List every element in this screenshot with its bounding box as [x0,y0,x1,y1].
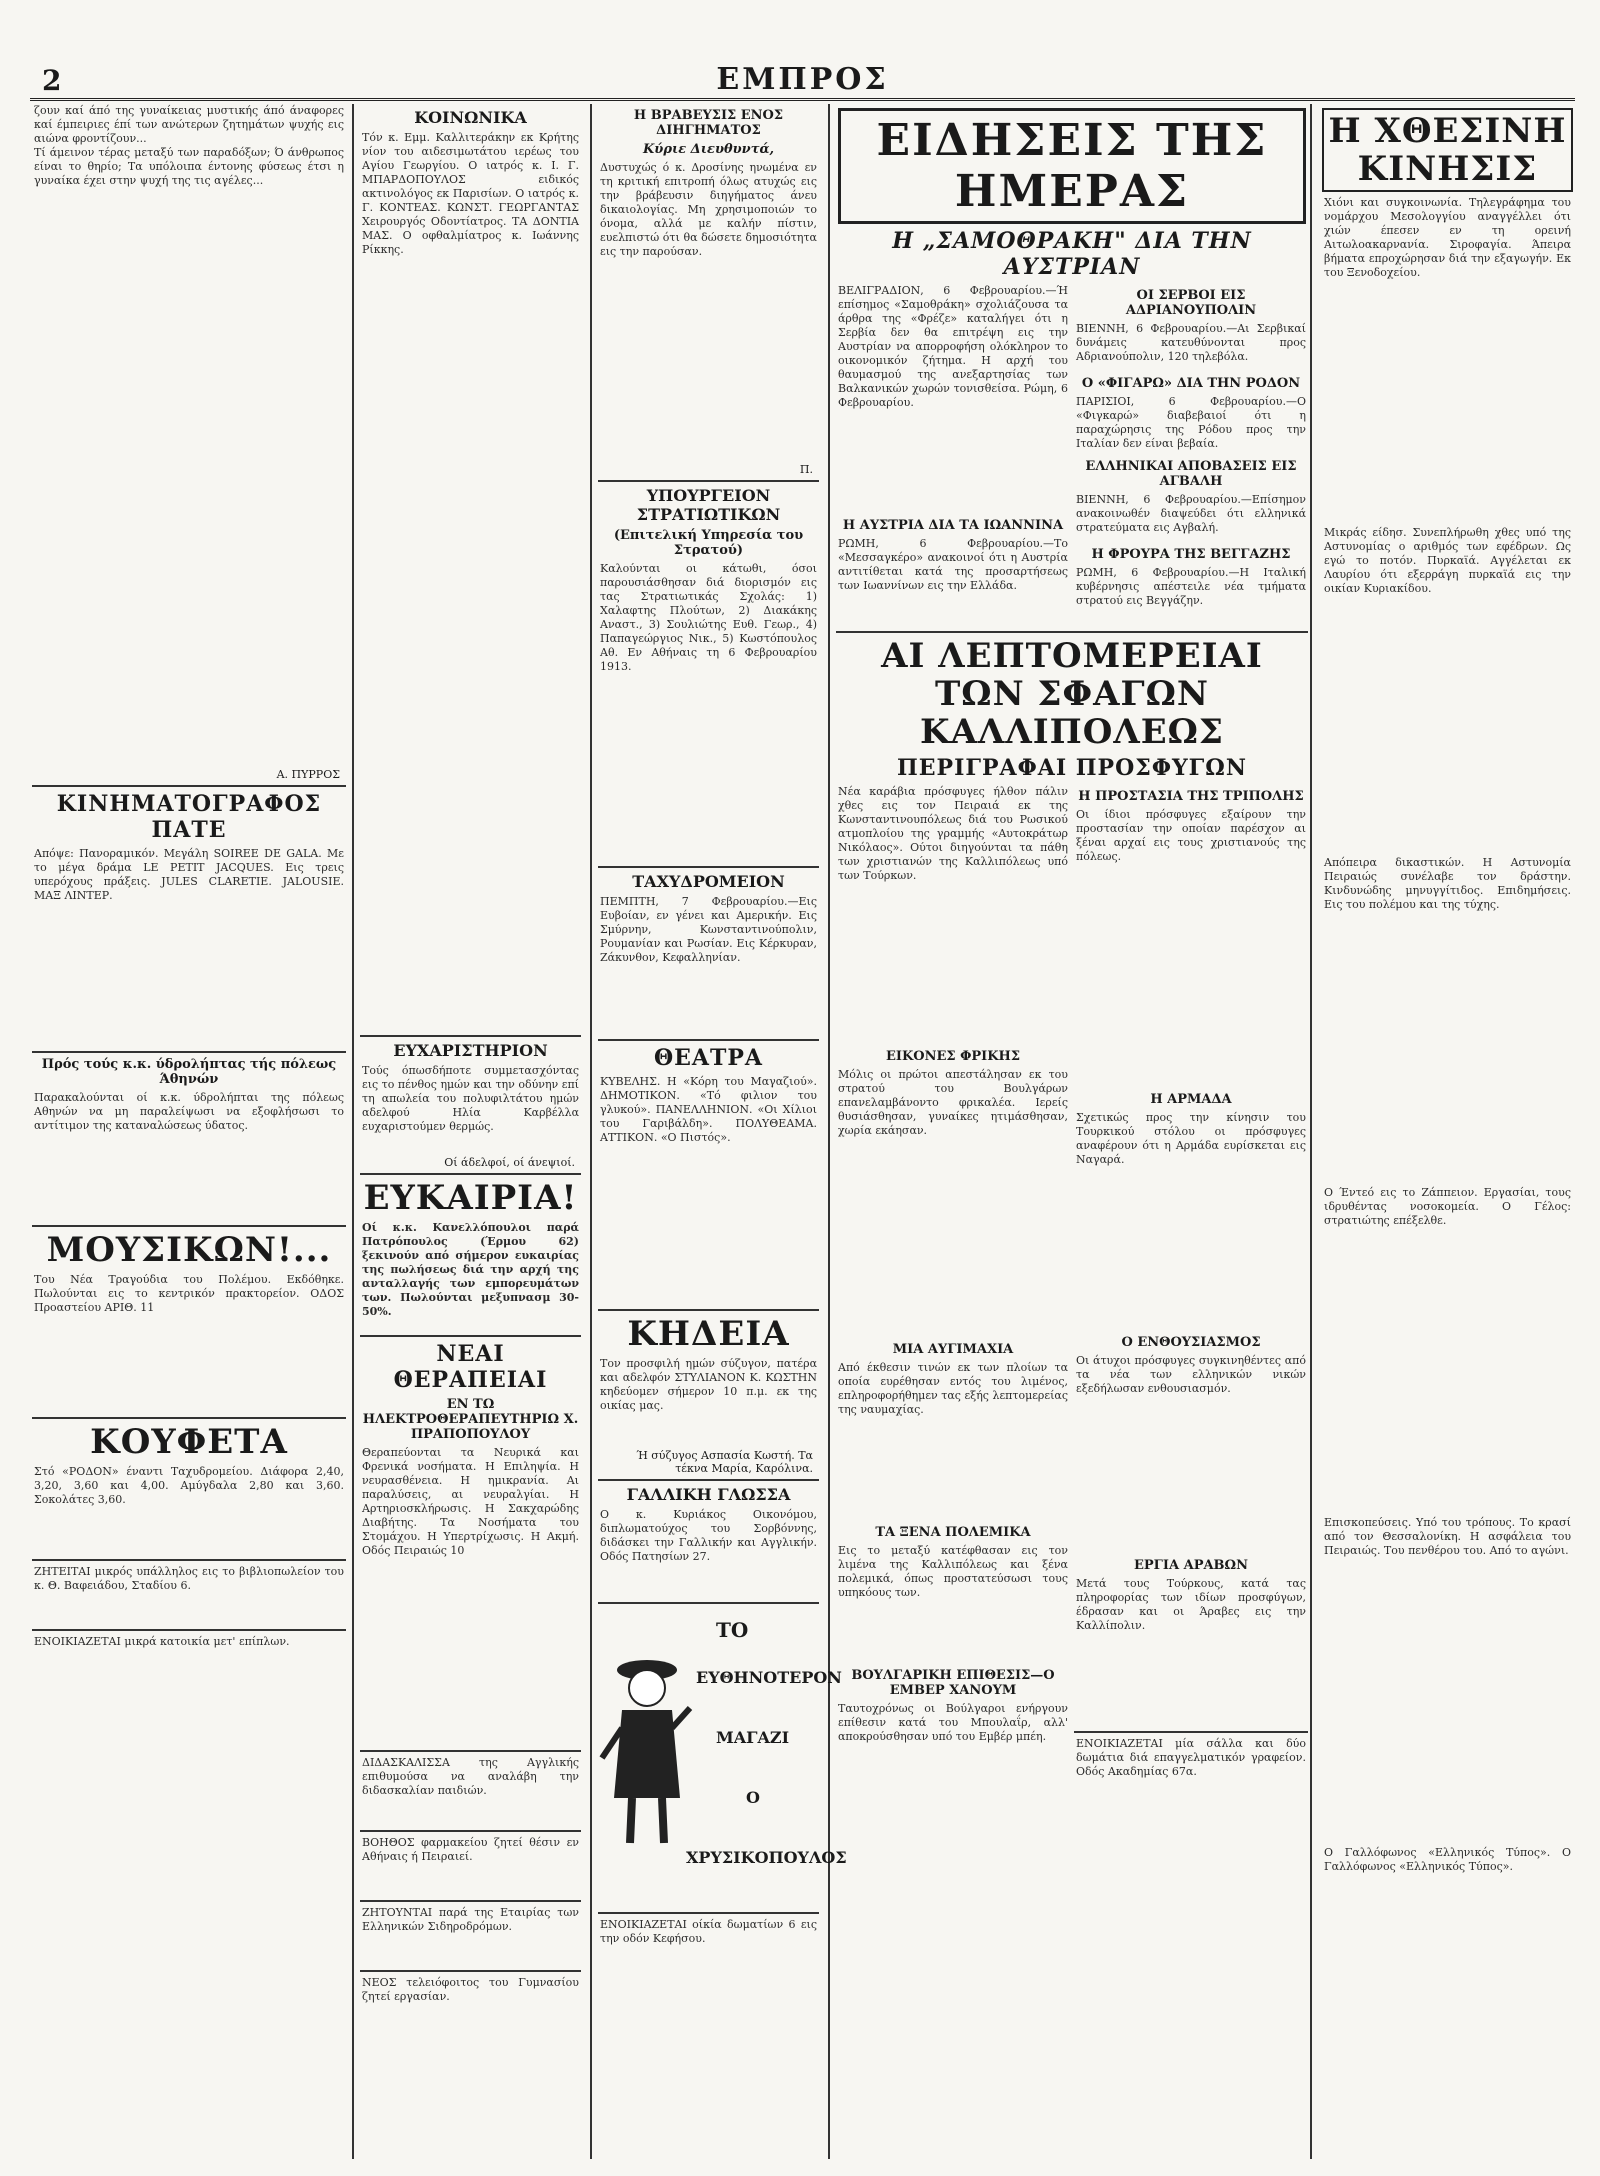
divider [360,1035,581,1037]
divider [360,1335,581,1337]
award-signature: Π. [799,463,813,476]
ad-word-cheapest: ΕΥΘΗΝΟΤΕΡΟΝ [696,1668,842,1687]
divider [598,480,819,482]
ad-shop-name: ΧΡΥΣΙΚΟΠΟΥΛΟΣ [686,1848,847,1867]
theatre-heading: ΘΕΑΤΡΑ [654,1045,763,1071]
massacre-subcolumn-right [1072,785,1310,1852]
social-text: Τόν κ. Εμμ. Καλλιτεράκην εκ Κρήτης νίον του αιδεσιμωτάτου ιερέως του Αγίου Γεωργίου. Ο ιατρός κ. Ι. Γ. ΜΠΑΡΔΟΠΟΥΛΟΣ ειδικός ακτινολόγος εκ Παρισίων. Ο ιατρός κ. Γ. ΚΟΝΤΕΑΣ. ΚΩΝΣΤ. ΓΕΩΡΓΑΝΤΑΣ Χειρουργός Οδοντίατρος. ΤΑ ΔΟΝΤΙΑ ΜΑΣ. Ο οφθαλμίατρος κ. Ιωάννης Ρίκκης. [362,131,579,256]
news-text: ΒΙΕΝΝΗ, 6 Φεβρουαρίου.—Επίσημον ανακοινωθέν διαψεύδει ότι ελληνικά στρατεύματα εις Αγβαλή. [1076,493,1306,534]
arab-heading: ΕΡΓΙΑ ΑΡΑΒΩΝ [1134,1558,1248,1573]
movement-text: Επισκοπεύσεις. Υπό του τρόπους. Το κρασί από τον Θεσσαλονίκη. Η ασφάλεια του Πειραιώς. Του πενθέρου του. Από το αγώνι. [1324,1516,1571,1557]
foreign-heading: ΤΑ ΞΕΝΑ ΠΟΛΕΜΙΚΑ [875,1525,1031,1540]
news-subcolumn-right [1072,284,1310,627]
news-text: ΒΕΛΙΓΡΑΔΙΟΝ, 6 Φεβρουαρίου.—Ή επίσημος «Σαμοθράκη» σχολιάζουσα τα άρθρα της «Φρέζε» καταλήγει ότι η Σερβία δεν θα επιτρέψη εις την Αυστρίαν να απορροφήση ολόκληρον το οικονομικόν ζήτημα. Η αρχή του θαυμασμού της ανεξαρτησίας των Βαλκανικών χωρών τονισθείσα. Ρώμη, 6 Φεβρουαρίου. [838,284,1068,409]
page-number: 2 [42,64,62,97]
shop-advertisement [596,1608,847,1908]
therapy-heading: ΝΕΑΙ ΘΕΡΑΠΕΙΑΙ [393,1341,548,1393]
award-heading: Η ΒΡΑΒΕΥΣΙΣ ΕΝΟΣ ΔΙΗΓΗΜΑΤΟΣ [633,108,784,138]
bulgar-heading: ΒΟΥΛΓΑΡΙΚΗ ΕΠΙΘΕΣΙΣ—Ο ΕΜΒΕΡ ΧΑΝΟΥΜ [851,1668,1055,1698]
refugees-subheading: ΠΕΡΙΓΡΑΦΑΙ ΠΡΟΣΦΥΓΩΝ [896,755,1247,781]
austria-heading: Η ΑΥΣΤΡΙΑ ΔΙΑ ΤΑ ΙΩΑΝΝΙΝΑ [842,518,1064,533]
divider [1074,1731,1308,1733]
news-text: ΒΙΕΝΝΗ, 6 Φεβρουαρίου.—Αι Σερβικαί δυνάμεις κατευθύνονται προς Αδριανούπολιν, 120 τηλεβόλα. [1076,322,1306,363]
ad-word-o: Ο [746,1788,760,1807]
award-text: Δυστυχώς ό κ. Δροσίνης ηνωμένα εν τη κριτική επιτροπή όλως ατυχώς εις την βράβευσιν διηγήματος άνευ δικαιολογίας. Μη χρησιμοποιών το όνομα, αλλά με καλήν πίστιν, ευελπιστώ ότι θα δώσετε δημοσιότητα εις την παρούσαν. [600,161,817,258]
divider [360,1900,581,1902]
arab-text: Μετά τους Τούρκους, κατά τας πληροφορίας των ιδίων προσφύγων, έδρασαν και οι Άραβες εις την Καλλίπολιν. [1076,1577,1306,1632]
massacre-text: Νέα καράβια πρόσφυγες ήλθον πάλιν χθες εις τον Πειραιά εκ της Κωνσταντινουπόλεως διά του Ρωσικού ατμοπλοίου της γραμμής «Αυτοκράτωρ Νικόλαος». Ούτοι διηγούνται τα πάθη των χριστιανών της Καλλιπόλεως υπό των Τούρκων. [838,785,1068,882]
scenes-text: Μόλις οι πρώτοι απεστάλησαν εκ του στρατού του Βουλγάρων επανελαμβάνοντο φρικαλέα. Ιερείς θυσιάσθησαν, γυναίκες ητιμάσθησαν, χωρία εκάησαν. [838,1068,1068,1137]
music-heading: ΜΟΥΣΙΚΩΝ!... [46,1230,332,1270]
opportunity-text: Οί κ.κ. Κανελλόπουλοι παρά Πατρόπουλος (Έρμου 62) ξεκινούν από σήμερον ευκαιρίας της πωλήσεως διά την αρχή της ανταλλαγής των εμπορευμάτων των. Πωλούνται μεξυπνασμ 30-50%. [362,1221,579,1318]
thanks-heading: ΕΥΧΑΡΙΣΤΗΡΙΟΝ [393,1041,548,1060]
news-text: ΠΑΡΙΣΙΟΙ, 6 Φεβρουαρίου.—Ο «Φιγκαρώ» διαβεβαιοί ότι η παραχώρησις της Ρόδου προς την Ιταλίαν δεν είναι βεβαία. [1076,395,1306,450]
ministry-subheading: (Επιτελική Υπηρεσία του Στρατού) [613,528,804,558]
armada-heading: Η ΑΡΜΑΔΑ [1150,1092,1232,1107]
news-columns [834,104,1310,2159]
column-6 [1320,104,1575,2159]
movement-text: Ο Γαλλόφωνος «Ελληνικός Τύπος». Ο Γαλλόφωνος «Ελληνικός Τύπος». [1324,1846,1571,1873]
divider [598,1479,819,1481]
rent-ad: ΕΝΟΙΚΙΑΖΕΤΑΙ μικρά κατοικία μετ' επίπλων. [34,1635,290,1648]
funeral-signature: Ή σύζυγος Ασπασία Κωστή. Τα τέκνα Μαρία, Καρόλινα. [636,1449,813,1475]
news-banner: ΕΙΔΗΣΕΙΣ ΤΗΣ ΗΜΕΡΑΣ [838,108,1306,224]
serbs-heading: ΟΙ ΣΕΡΒΟΙ ΕΙΣ ΑΔΡΙΑΝΟΥΠΟΛΙΝ [1125,288,1257,318]
ministry-heading: ΥΠΟΥΡΓΕΙΟΝ ΣΤΡΑΤΙΩΤΙΚΩΝ [636,486,781,524]
award-salutation: Κύριε Διευθυντά, [643,142,774,157]
news-subcolumn-left [834,284,1072,627]
tripoli-text: Οι ίδιοι πρόσφυγες εξαίρουν την προστασίαν την οποίαν παρέσχον αι ξέναι αρχαί εις τους χριστιανούς της πόλεως. [1076,808,1306,863]
seeking-ad: ΖΗΤΟΥΝΤΑΙ παρά της Εταιρίας των Ελληνικών Σιδηροδρόμων. [362,1906,579,1933]
divider [598,1912,819,1914]
figaro-heading: Ο «ΦΙΓΑΡΩ» ΔΙΑ ΤΗΝ ΡΟΔΟΝ [1081,376,1301,391]
newspaper-title: ΕΜΠΡΟΣ [716,62,889,97]
french-text: Ο κ. Κυριάκος Οικονόμου, διπλωματούχος του Σορβόννης, διδάσκει την Γαλλικήν και Αγγλικήν. Οδός Πατησίων 27. [600,1508,817,1563]
post-text: ΠΕΜΠΤΗ, 7 Φεβρουαρίου.—Εις Ευβοίαν, εν γένει και Αμερικήν. Εις Σμύρνην, Κωνσταντινούπολιν, Ρουμανίαν και Ρωσίαν. Εις Κέρκυραν, Ζάκυνθον, Κεφαλληνίαν. [600,895,817,964]
intro-paragraph: ζουν καί άπό της γυναίκειας μυστικής άπό άναφορες καί έμπειριες έπί των ανώτερων ζητημάτων ψυχής εις αιώνα φροντίζουν... [34,104,344,145]
divider [32,1225,346,1227]
column-3 [596,104,847,2159]
columns [30,104,1575,2159]
movement-text: Ο Έντεό εις το Ζάππειον. Εργασίαι, τους ιδρυθέντας νοσοκομεία. Ο Γέλος: στρατιώτης επέξελθε. [1324,1186,1571,1227]
massacre-headline: ΑΙ ΛΕΠΤΟΜΕΡΕΙΑΙ ΤΩΝ ΣΦΑΓΩΝ ΚΑΛΛΙΠΟΛΕΩΣ [881,636,1263,752]
koufeta-heading: ΚΟΥΦΕΤΑ [90,1422,288,1462]
foreign-text: Εις το μεταξύ κατέφθασαν εις τον λιμένα της Καλλιπόλεως και ξένα πολεμικά, όπως προστατεύσωσι τους υπηκόους των. [838,1544,1068,1599]
ministry-text: Καλούνται οι κάτωθι, όσοι παρουσιάσθησαν διά διορισμόν εις τας Στρατιωτικάς Σχολάς: 1) Χαλαφτης Πλούτων, 2) Διακάκης Αναστ., 3) Σουλιώτης Ευθ. Γεωρ., 4) Παπαγεώργιος Νικ., 5) Κωστόπουλος Αθ. Εν Αθήναις τη 6 Φεβρουαρίου 1913. [600,562,817,673]
divider [836,631,1308,633]
column-2 [358,104,583,2159]
divider [598,866,819,868]
article-signature: Α. ΠΥΡΡΟΣ [276,768,340,781]
enthusiasm-text: Οι άτυχοι πρόσφυγες συγκινηθέντες από τα νέα των ελληνικών νικών εξεδήλωσαν ενθουσιασμόν. [1076,1354,1306,1395]
armada-text: Σχετικώς προς την κίνησιν του Τουρκικού στόλου οι πρόσφυγες αναφέρουν ότι η Αρμάδα ευρίσκεται εις Ναγαρά. [1076,1111,1306,1166]
enthusiasm-heading: Ο ΕΝΘΟΥΣΙΑΣΜΟΣ [1121,1335,1261,1350]
column-1 [30,104,348,2159]
garrison-heading: Η ΦΡΟΥΡΑ ΤΗΣ ΒΕΓΓΑΖΗΣ [1091,547,1291,562]
samothraki-headline: Η „ΣΑΜΟΘΡΑΚΗ" ΔΙΑ ΤΗΝ ΑΥΣΤΡΙΑΝ [892,228,1252,280]
divider [32,1629,346,1631]
divider [598,1309,819,1311]
opportunity-heading: ΕΥΚΑΙΡΙΑ! [363,1178,578,1218]
news-text: ΡΩΜΗ, 6 Φεβρουαρίου.—Η Ιταλική κυβέρνησις απέστειλε νέα τμήματα στρατού εις Βεγγάζην. [1076,566,1306,607]
thanks-signature: Οί άδελφοί, οί άνεψιοί. [444,1156,575,1169]
news-text: ΡΩΜΗ, 6 Φεβρουαρίου.—Το «Μεσσαγκέρο» ανακοινοί ότι η Αυστρία αντιτίθεται κατά της προσαρτήσεως των Ιωαννίνων εις την Ελλάδα. [838,537,1068,592]
theatre-text: ΚΥΒΕΛΗΣ. Η «Κόρη του Μαγαζιού». ΔΗΜΟΤΙΚΟΝ. «Τό φιλιον του γλυκού». ΠΑΝΕΛΛΗΝΙΟΝ. «Οι Χίλιοι του Γαριβάλδη». ΠΟΛΥΘΕΑΜΑ. ΑΤΤΙΚΟΝ. «Ο Πιστός». [600,1075,817,1144]
rent-ad: ΕΝΟΙΚΙΑΖΕΤΑΙ οίκία δωματίων 6 εις την οδόν Κεφήσου. [600,1918,817,1945]
masthead [30,62,1575,101]
rent-ad: ΕΝΟΙΚΙΑΖΕΤΑΙ μία σάλλα και δύο δωμάτια διά επαγγελματικόν γραφείον. Οδός Ακαδημίας 67α. [1076,1737,1306,1778]
divider [598,1039,819,1041]
funeral-text: Τον προσφιλή ημών σύζυγον, πατέρα και αδελφόν ΣΤΥΛΙΑΝΟΝ Κ. ΚΩΣΤΗΝ κηδεύομεν σήμερον 10 π.μ. εκ της οικίας μας. [600,1357,817,1412]
therapy-subheading: ΕΝ ΤΩ ΗΛΕΚΤΡΟΘΕΡΑΠΕΥΤΗΡΙΩ Χ. ΠΡΑΠΟΠΟΥΛΟΥ [362,1397,579,1442]
koufeta-text: Στό «ΡΟΔΟΝ» έναντι Ταχυδρομείου. Διάφορα 2,40, 3,20, 3,60 και 4,00. Αμύγδαλα 2,80 και 3,60. Σοκολάτες 3,60. [34,1465,344,1506]
cinema-heading: ΚΙΝΗΜΑΤΟΓΡΑΦΟΣ ΠΑΤΕ [56,791,322,843]
bulgar-text: Ταυτοχρόνως οι Βούλγαροι ενήργουν επίθεσιν κατά του Μπουλαΐρ, αλλ' αποκρούσθησαν υπό του Εμβέρ μπέη. [838,1702,1068,1743]
thanks-text: Τούς όπωσδήποτε συμμετασχόντας εις το πένθος ημών και την οδύνην επί τη απωλεία του πολυφιλτάτου ημών αδελφού Ηλία Καρβέλλα ευχαριστούμεν θερμώς. [362,1064,579,1133]
assistant-ad: ΒΟΗΘΟΣ φαρμακείου ζητεί θέσιν εν Αθήναις ή Πειραιεί. [362,1836,579,1863]
music-text: Του Νέα Τραγούδια του Πολέμου. Εκδόθηκε. Πωλούνται εις το κεντρικόν πρακτορείον. ΟΔΟΣ Προαστείου ΑΡΙΘ. 11 [34,1273,344,1314]
massacre-subcolumn-left [834,785,1072,1852]
movement-text: Μικράς είδησ. Συνεπλήρωθη χθες υπό της Αστυνομίας ο αριθμός των εφέδρων. Ως εγώ το ποτόν. Πυρκαϊά. Αγγέλεται εκ Λαυρίου ότι εξερράγη πυρκαϊά εις την οικίαν Κυριακίδου. [1324,526,1571,595]
tripoli-heading: Η ΠΡΟΣΤΑΣΙΑ ΤΗΣ ΤΡΙΠΟΛΗΣ [1078,789,1304,804]
divider [598,1602,819,1604]
french-heading: ΓΑΛΛΙΚΗ ΓΛΩΣΣΑ [626,1485,791,1504]
divider [360,1750,581,1752]
therapy-text: Θεραπεύονται τα Νευρικά και Φρενικά νοσήματα. Η Επιληψία. Η νευρασθένεια. Η ημικρανία. Αι παραλύσεις, αι νευραλγίαι. Η Αρτηριοσκλήρωσις. Η Σακχαρώδης Διαβήτης. Τα Νοσήματα του Στομάχου. Η Υπερτρίχωσις. Η Ακμή. Οδός Πειραιώς 10 [362,1446,579,1557]
ad-word-shop: ΜΑΓΑΖΙ [716,1728,790,1747]
shopkeeper-illustration [602,1648,692,1848]
teacher-ad: ΔΙΔΑΣΚΑΛΙΣΣΑ της Αγγλικής επιθυμούσα να αναλάβη την διδασκαλίαν παιδιών. [362,1756,579,1797]
cinema-text: Απόψε: Πανοραμικόν. Μεγάλη SOIREE DE GALA. Με το μέγα δράμα LE PETIT JACQUES. Εις τρεις υπερόχους πράξεις. JULES CLARETIE. JALOUSIE. ΜΑΞ ΛΙΝΤΕΡ. [34,847,344,902]
water-notice-text: Παρακαλούνται οί κ.κ. ύδρολήπται της πόλεως Αθηνών να μη παραλείψωσι να εξοφλήσωσι το αντίτιμον της καταναλώσεως ύδατος. [34,1091,344,1132]
social-heading: ΚΟΙΝΩΝΙΚΑ [414,108,527,127]
divider [360,1970,581,1972]
funeral-heading: ΚΗΔΕΙΑ [627,1314,790,1354]
divider [32,785,346,787]
movement-heading: Η ΧΘΕΣΙΝΗ ΚΙΝΗΣΙΣ [1322,108,1573,192]
fight-text: Από έκθεσιν τινών εκ των πλοίων τα οποία ευρέθησαν εντός του λιμένος, επληροφορήθημεν τας εξής λεπτομερείας της ναυμαχίας. [838,1361,1068,1416]
post-heading: ΤΑΧΥΔΡΟΜΕΙΟΝ [632,872,785,891]
young-ad: ΝΕΟΣ τελειόφοιτος του Γυμνασίου ζητεί εργασίαν. [362,1976,579,2003]
divider [360,1830,581,1832]
divider [360,1173,581,1175]
water-notice-heading: Πρός τούς κ.κ. ύδρολήπτας τής πόλεως Άθηνών [41,1057,337,1087]
divider [32,1051,346,1053]
divider [32,1417,346,1419]
divider [32,1559,346,1561]
ad-word-the: ΤΟ [716,1618,749,1642]
scenes-heading: ΕΙΚΟΝΕΣ ΦΡΙΚΗΣ [885,1049,1021,1064]
movement-text: Απόπειρα δικαστικών. Η Αστυνομία Πειραιώς συνέλαβε τον δράστην. Κινδυνώδης μηνυγγίτιδος. Επιδημήσεις. Εις του πολέμου και της τύχης. [1324,856,1571,911]
fight-heading: ΜΙΑ ΑΥΓΙΜΑΧΙΑ [892,1342,1014,1357]
article-body: Τί άμεινον τέρας μεταξύ των παραδόξων; Ό άνθρωπος είναι το θηρίο; Τα υπόλοιπα έντονης φύσεως έτσι η γυναίκα έχει στην ψυχή της τις αγέλες... [34,146,344,187]
wanted-ad: ΖΗΤΕΙΤΑΙ μικρός υπάλληλος εις το βιβλιοπωλείον του κ. Θ. Βαφειάδου, Σταδίου 6. [34,1565,344,1592]
movement-text: Χιόνι και συγκοινωνία. Τηλεγράφημα του νομάρχου Μεσολογγίου αναγγέλλει ότι χιών έπεσεν εν τη ορεινή Αιτωλοακαρνανία. Σιροφαγία. Άπειρα βήματα επροχώρησαν διά την εξαγωγήν. Εκ του Ξενοδοχείου. [1324,196,1571,279]
landing-heading: ΕΛΛΗΝΙΚΑΙ ΑΠΟΒΑΣΕΙΣ ΕΙΣ ΑΓΒΑΛΗ [1085,459,1297,489]
